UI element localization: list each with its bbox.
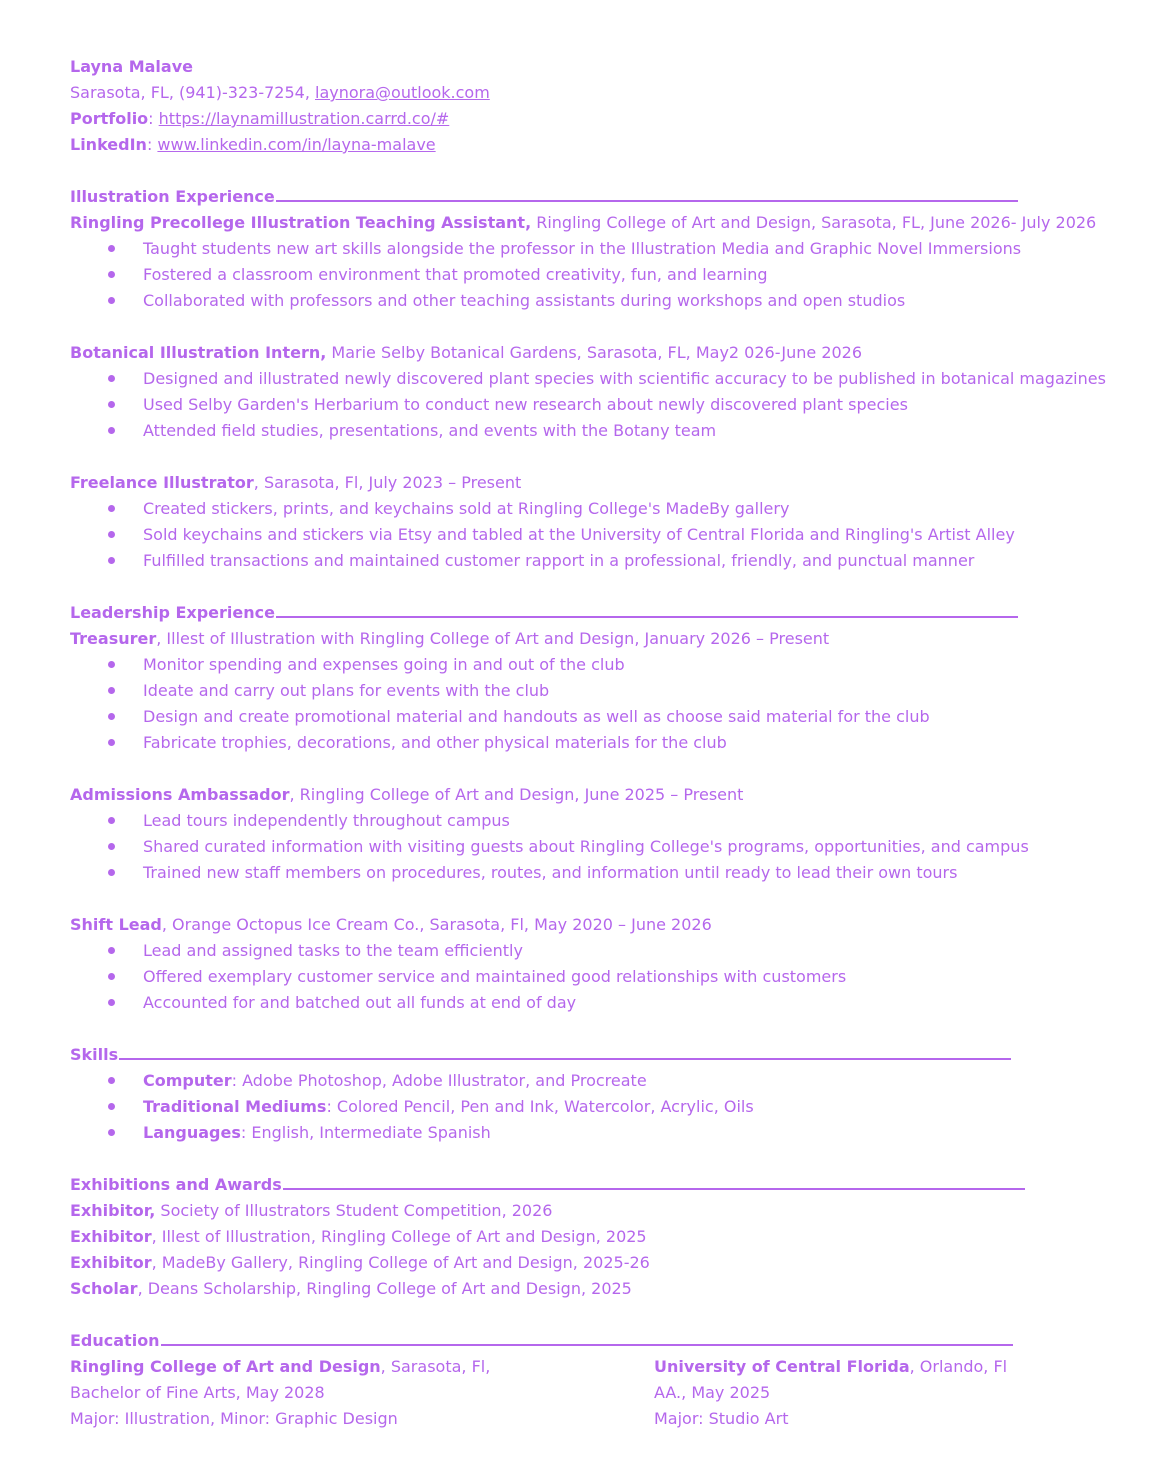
bullet-icon [108,297,115,304]
job-title-line [70,626,1140,652]
degree: AA., May 2025 [654,1383,771,1402]
list-item: Used Selby Garden's Herbarium to conduct new research about newly discovered plant species [70,392,1140,418]
section-heading-illustration: Illustration Experience [70,184,1140,210]
bullet-icon [108,713,115,720]
linkedin-line: LinkedIn: www.linkedin.com/in/layna-malave [70,135,436,154]
bullet-icon [108,843,115,850]
section-heading-leadership: Leadership Experience [70,600,1140,626]
list-item: Languages: English, Intermediate Spanish [70,1120,1140,1146]
bullet-icon [108,505,115,512]
bullet-icon [108,687,115,694]
award-line: Exhibitor, Society of Illustrators Student Competition, 2026 [70,1201,553,1220]
list-item: Lead tours independently throughout campus [70,808,1140,834]
portfolio-line: Portfolio: https://laynamillustration.carrd.co/# [70,109,450,128]
bullet-icon [108,427,115,434]
job-bullets [70,652,1140,756]
bullet-icon [108,531,115,538]
bullet-icon [108,375,115,382]
job-bullets [70,366,1140,444]
job-detail: Marie Selby Botanical Gardens, Sarasota, FL, May2 026-June 2026 [326,343,863,362]
education-columns [70,1354,1140,1432]
portfolio-label: Portfolio [70,109,149,128]
job-bullets [70,496,1140,574]
job-detail: Ringling College of Art and Design, Sarasota, FL, June 2026- July 2026 [531,213,1097,232]
linkedin-link[interactable]: www.linkedin.com/in/layna-malave [157,135,436,154]
resume-name: Layna Malave [70,57,193,76]
contact-line [70,80,1140,106]
award-line: Exhibitor, Illest of Illustration, Ringling College of Art and Design, 2025 [70,1227,647,1246]
job-title-line [70,210,1140,236]
job-title-line [70,782,1140,808]
header-name-line [70,54,1140,80]
job-title: Shift Lead [70,915,162,934]
section-rule [276,600,1018,618]
job-title: Treasurer [70,629,157,648]
award-line: Scholar, Deans Scholarship, Ringling College of Art and Design, 2025 [70,1279,632,1298]
bullet-icon [108,999,115,1006]
contact-text: Sarasota, FL, (941)-323-7254, [70,83,316,102]
section-rule [161,1328,1013,1346]
list-item: Fabricate trophies, decorations, and other physical materials for the club [70,730,1140,756]
education-school: University of Central Florida, Orlando, Fl AA., May 2025 Major: Studio Art [654,1354,1074,1432]
job-detail: , Sarasota, Fl, July 2023 – Present [253,473,522,492]
bullet-icon [108,739,115,746]
job-bullets [70,236,1140,314]
resume-page [70,54,1140,1432]
bullet-icon [108,401,115,408]
job-title: Ringling Precollege Illustration Teaching Assistant, [70,213,532,232]
list-item: Sold keychains and stickers via Etsy and tabled at the University of Central Florida and Ringling's Artist Alley [70,522,1140,548]
section-rule [119,1042,1011,1060]
list-item: Fostered a classroom environment that promoted creativity, fun, and learning [70,262,1140,288]
portfolio-link[interactable]: https://laynamillustration.carrd.co/# [158,109,450,128]
list-item: Taught students new art skills alongside the professor in the Illustration Media and Graphic Novel Immersions [70,236,1140,262]
job-bullets [70,808,1140,886]
list-item: Collaborated with professors and other teaching assistants during workshops and open studios [70,288,1140,314]
bullet-icon [108,947,115,954]
bullet-icon [108,1103,115,1110]
section-rule [276,184,1018,202]
bullet-icon [108,661,115,668]
list-item: Lead and assigned tasks to the team efficiently [70,938,1140,964]
job-detail: , Illest of Illustration with Ringling College of Art and Design, January 2026 – Present [156,629,830,648]
bullet-icon [108,973,115,980]
list-item: Traditional Mediums: Colored Pencil, Pen and Ink, Watercolor, Acrylic, Oils [70,1094,1140,1120]
major: Major: Studio Art [654,1409,789,1428]
section-heading-awards: Exhibitions and Awards [70,1172,1140,1198]
job-title: Admissions Ambassador [70,785,290,804]
major: Major: Illustration, Minor: Graphic Design [70,1409,398,1428]
job-detail: , Orange Octopus Ice Cream Co., Sarasota, Fl, May 2020 – June 2026 [161,915,712,934]
job-detail: , Ringling College of Art and Design, June 2025 – Present [289,785,744,804]
list-item: Fulfilled transactions and maintained customer rapport in a professional, friendly, and punctual manner [70,548,1140,574]
job-bullets [70,938,1140,1016]
job-title-line [70,340,1140,366]
list-item: Accounted for and batched out all funds at end of day [70,990,1140,1016]
bullet-icon [108,817,115,824]
skills-list [70,1068,1140,1146]
list-item: Attended field studies, presentations, and events with the Botany team [70,418,1140,444]
award-line: Exhibitor, MadeBy Gallery, Ringling College of Art and Design, 2025-26 [70,1253,650,1272]
job-title-line [70,912,1140,938]
email-link[interactable]: laynora@outlook.com [315,83,490,102]
section-heading-skills: Skills [70,1042,1140,1068]
job-title: Botanical Illustration Intern, [70,343,327,362]
education-school: Ringling College of Art and Design, Sarasota, Fl, Bachelor of Fine Arts, May 2028 Major: Illustration, Minor: Graphic Design [70,1354,654,1432]
list-item: Design and create promotional material and handouts as well as choose said material for the club [70,704,1140,730]
list-item: Computer: Adobe Photoshop, Adobe Illustrator, and Procreate [70,1068,1140,1094]
job-title: Freelance Illustrator [70,473,254,492]
bullet-icon [108,245,115,252]
list-item: Designed and illustrated newly discovered plant species with scientific accuracy to be published in botanical magazines [70,366,1140,392]
degree: Bachelor of Fine Arts, May 2028 [70,1383,325,1402]
section-heading-education: Education [70,1328,1140,1354]
list-item: Trained new staff members on procedures, routes, and information until ready to lead their own tours [70,860,1140,886]
linkedin-label: LinkedIn [70,135,147,154]
bullet-icon [108,1077,115,1084]
bullet-icon [108,557,115,564]
list-item: Offered exemplary customer service and maintained good relationships with customers [70,964,1140,990]
bullet-icon [108,869,115,876]
list-item: Ideate and carry out plans for events with the club [70,678,1140,704]
school-name: Ringling College of Art and Design [70,1357,381,1376]
school-name: University of Central Florida [654,1357,910,1376]
list-item: Monitor spending and expenses going in and out of the club [70,652,1140,678]
bullet-icon [108,1129,115,1136]
bullet-icon [108,271,115,278]
list-item: Created stickers, prints, and keychains sold at Ringling College's MadeBy gallery [70,496,1140,522]
list-item: Shared curated information with visiting guests about Ringling College's programs, opportunities, and campus [70,834,1140,860]
job-title-line [70,470,1140,496]
section-rule [283,1172,1025,1190]
